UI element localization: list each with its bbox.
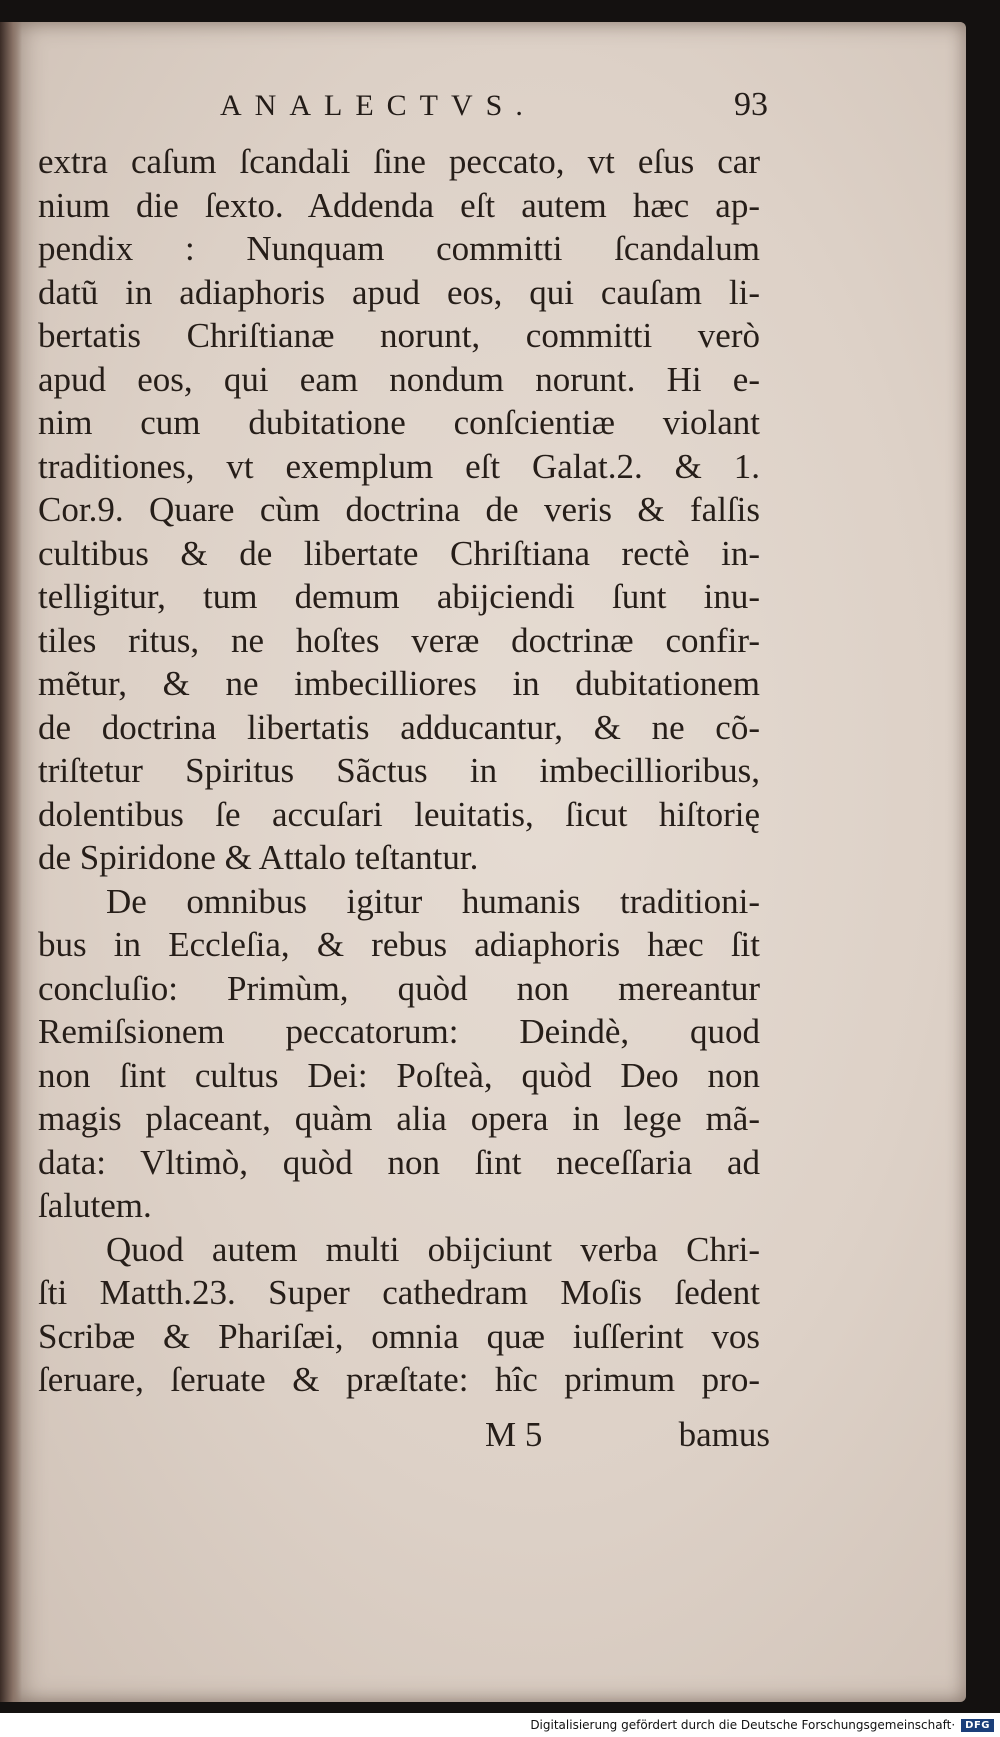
- text-line: telligitur, tum demum abijciendi ſunt inu-: [38, 577, 760, 616]
- text-line: nium die ſexto. Addenda eſt autem hæc ap-: [38, 185, 760, 225]
- text-line: apud eos, qui eam nondum norunt. Hi e-: [38, 359, 760, 399]
- text-line: nim cum dubitatione conſcientiæ violant: [38, 403, 760, 442]
- text-line: extra caſum ſcandali ſine peccato, vt eſus car: [38, 142, 760, 181]
- running-title: ANALECTVS.: [220, 89, 536, 122]
- body-text: [38, 140, 760, 1402]
- text-line: bertatis Chriſtianæ norunt, committi verò: [38, 316, 760, 355]
- text-line: data: Vltimò, quòd non ſint neceſſaria ad: [38, 1142, 760, 1182]
- book-spine-shadow: [0, 22, 22, 1702]
- text-line: de Spiridone & Attalo teſtantur.: [38, 838, 479, 877]
- text-line: magis placeant, quàm alia opera in lege mã-: [38, 1099, 760, 1138]
- paragraph-first-line: Quod autem multi obijciunt verba Chri-: [106, 1229, 760, 1269]
- text-line: datũ in adiaphoris apud eos, qui cauſam li-: [38, 272, 760, 312]
- text-line: triſtetur Spiritus Sãctus in imbecillioribus,: [38, 751, 760, 790]
- signature-mark: M 5: [485, 1415, 543, 1454]
- text-line: bus in Eccleſia, & rebus adiaphoris hæc ſit: [38, 925, 760, 964]
- text-line: cultibus & de libertate Chriſtiana rectè in-: [38, 533, 760, 573]
- footer-credit: Digitalisierung gefördert durch die Deutsche Forschungsgemeinschaft: [530, 1718, 952, 1732]
- text-line: mẽtur, & ne imbecilliores in dubitationem: [38, 664, 760, 703]
- text-line: Scribæ & Phariſæi, omnia quæ iuſſerint vos: [38, 1316, 760, 1356]
- footer-separator: ·: [951, 1718, 956, 1732]
- page-number: 93: [734, 86, 768, 123]
- running-head: [220, 86, 768, 124]
- digitization-footer: [0, 1713, 1000, 1737]
- page-foot: [485, 1415, 770, 1455]
- text-line: ſalutem.: [38, 1186, 152, 1225]
- paragraph-first-line: De omnibus igitur humanis traditioni-: [106, 881, 760, 921]
- dfg-logo-icon: DFG: [961, 1719, 994, 1732]
- text-line: traditiones, vt exemplum eſt Galat.2. & 1.: [38, 446, 760, 486]
- text-line: ſti Matth.23. Super cathedram Moſis ſedent: [38, 1273, 760, 1312]
- text-line: Remiſsionem peccatorum: Deindè, quod: [38, 1012, 760, 1051]
- catchword: bamus: [678, 1415, 770, 1454]
- text-line: pendix : Nunquam committi ſcandalum: [38, 229, 760, 268]
- text-line: dolentibus ſe accuſari leuitatis, ſicut hiſtorię: [38, 794, 760, 834]
- text-line: non ſint cultus Dei: Poſteà, quòd Deo non: [38, 1055, 760, 1095]
- text-line: ſeruare, ſeruate & præſtate: hîc primum pro-: [38, 1360, 760, 1399]
- text-line: concluſio: Primùm, quòd non mereantur: [38, 968, 760, 1008]
- text-line: Cor.9. Quare cùm doctrina de veris & falſis: [38, 490, 760, 529]
- text-line: tiles ritus, ne hoſtes veræ doctrinæ confir-: [38, 620, 760, 660]
- text-line: de doctrina libertatis adducantur, & ne cõ-: [38, 707, 760, 747]
